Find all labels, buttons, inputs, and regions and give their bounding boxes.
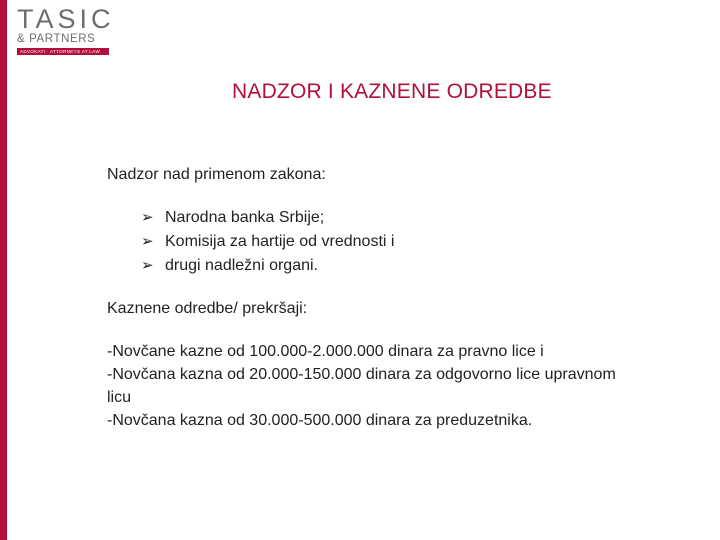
fines-list xyxy=(107,340,707,432)
arrowhead-bullet-icon: ➢ xyxy=(141,209,154,226)
supervision-heading: Nadzor nad primenom zakona: xyxy=(107,166,326,183)
fine-line: -Novčane kazne od 100.000-2.000.000 dinara za pravno lice i xyxy=(107,343,544,360)
arrowhead-bullet-icon: ➢ xyxy=(141,233,154,250)
fine-line: licu xyxy=(107,389,132,406)
list-item-text: Komisija za hartije od vrednosti i xyxy=(165,233,395,250)
fine-line: -Novčana kazna od 30.000-500.000 dinara za preduzetnika. xyxy=(107,412,533,429)
slide-title: NADZOR I KAZNENE ODREDBE xyxy=(232,80,552,103)
arrowhead-bullet-icon: ➢ xyxy=(141,257,154,274)
fine-line: -Novčana kazna od 20.000-150.000 dinara za odgovorno lice upravnom xyxy=(107,366,616,383)
logo-subtitle: & PARTNERS xyxy=(17,33,96,45)
list-item-text: drugi nadležni organi. xyxy=(165,257,318,274)
list-item xyxy=(141,206,707,230)
penalties-heading: Kaznene odredbe/ prekršaji: xyxy=(107,300,308,317)
logo-wordmark: TASIC xyxy=(17,4,115,34)
supervision-list xyxy=(107,206,707,278)
list-item xyxy=(141,230,707,254)
company-logo xyxy=(17,4,115,55)
list-item xyxy=(141,254,707,278)
slide-content xyxy=(107,164,707,432)
list-item-text: Narodna banka Srbije; xyxy=(165,209,325,226)
logo-tagline: ADVOKATI · ATTORNEYS AT LAW xyxy=(17,48,109,55)
